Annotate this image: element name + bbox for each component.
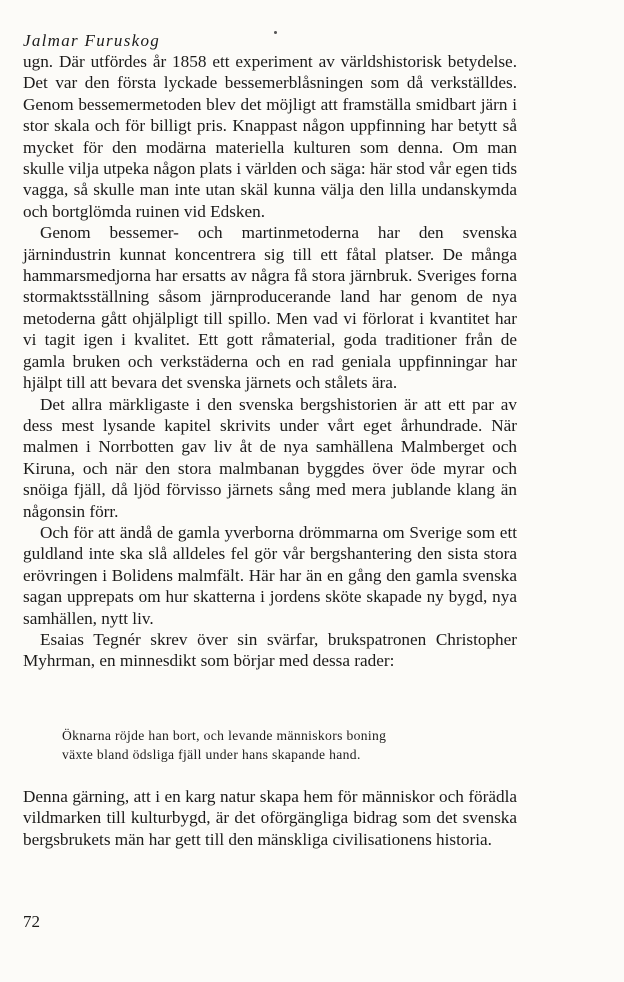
running-head: Jalmar Furuskog bbox=[23, 31, 161, 50]
body-text bbox=[23, 51, 517, 672]
verse-quote bbox=[62, 726, 502, 764]
verse-line: växte bland ödsliga fjäll under hans skapande hand. bbox=[62, 747, 361, 762]
page-number: 72 bbox=[23, 912, 40, 931]
paragraph: ugn. Där utfördes år 1858 ett experiment av världshistorisk betydelse. Det var den första lyckade bessemerblåsningen som då verkställdes. Genom bessemermetoden blev det möjligt att framställa smidbart järn i stor skala och för billigt pris. Knappast någon uppfinning har betytt så mycket för den modärna materiella kulturen som denna. Om man skulle vilja utpeka någon plats i världen och säga: här stod vår egen tids vagga, så skulle man inte utan skäl kunna välja den lilla undanskymda och bortglömda ruinen vid Edsken. bbox=[23, 52, 518, 221]
paragraph: Denna gärning, att i en karg natur skapa hem för människor och förädla vildmarken till kulturbygd, är det oförgängliga bidrag som det svenska bergsbrukets män har gett till den mänskliga civilisationens historia. bbox=[23, 787, 517, 849]
paragraph: Genom bessemer- och martinmetoderna har den svenska järnindustrin kunnat koncentrera sig till ett fåtal platser. De många hammarsmedjorna har ersatts av några få stora järnbruk. Sveriges forna stormaktsställning såsom järnproducerande land har genom de nya metoderna gått ohjälpligt till spillo. Men vad vi förlorat i kvantitet har vi tagit igen i kvalitet. Ett gott råmaterial, goda traditioner från de gamla bruken och verkstäderna och en rad geniala uppfinningar har hjälpt till att bevara det svenska järnets och stålets ära. bbox=[23, 223, 517, 393]
paragraph: Och för att ändå de gamla yverborna drömmarna om Sverige som ett guldland inte ska slå alldeles fel gör vår bergshantering den sista stora erövringen i Bolidens malmfält. Här har än en gång den gamla svenska sagan upprepats om hur skatterna i jordens sköte skapade ny bygd, nya samhällen, nytt liv. bbox=[23, 522, 517, 628]
closing-text bbox=[23, 786, 517, 850]
printing-speck bbox=[274, 31, 277, 34]
paragraph: Esaias Tegnér skrev över sin svärfar, brukspatronen Christopher Myhrman, en minnesdikt som börjar med dessa rader: bbox=[23, 629, 517, 671]
verse-line: Öknarna röjde han bort, och levande människors boning bbox=[62, 728, 387, 743]
paragraph: Det allra märkligaste i den svenska bergshistorien är att ett par av dess mest lysande kapitel skrivits under vårt eget århundrade. När malmen i Norrbotten gav liv åt de nya samhällena Malmberget och Kiruna, och när den stora malmbanan byggdes över öde myrar och snöiga fjäll, då ljöd förvisso järnets sång med mera jublande klang än någonsin förr. bbox=[23, 394, 517, 521]
